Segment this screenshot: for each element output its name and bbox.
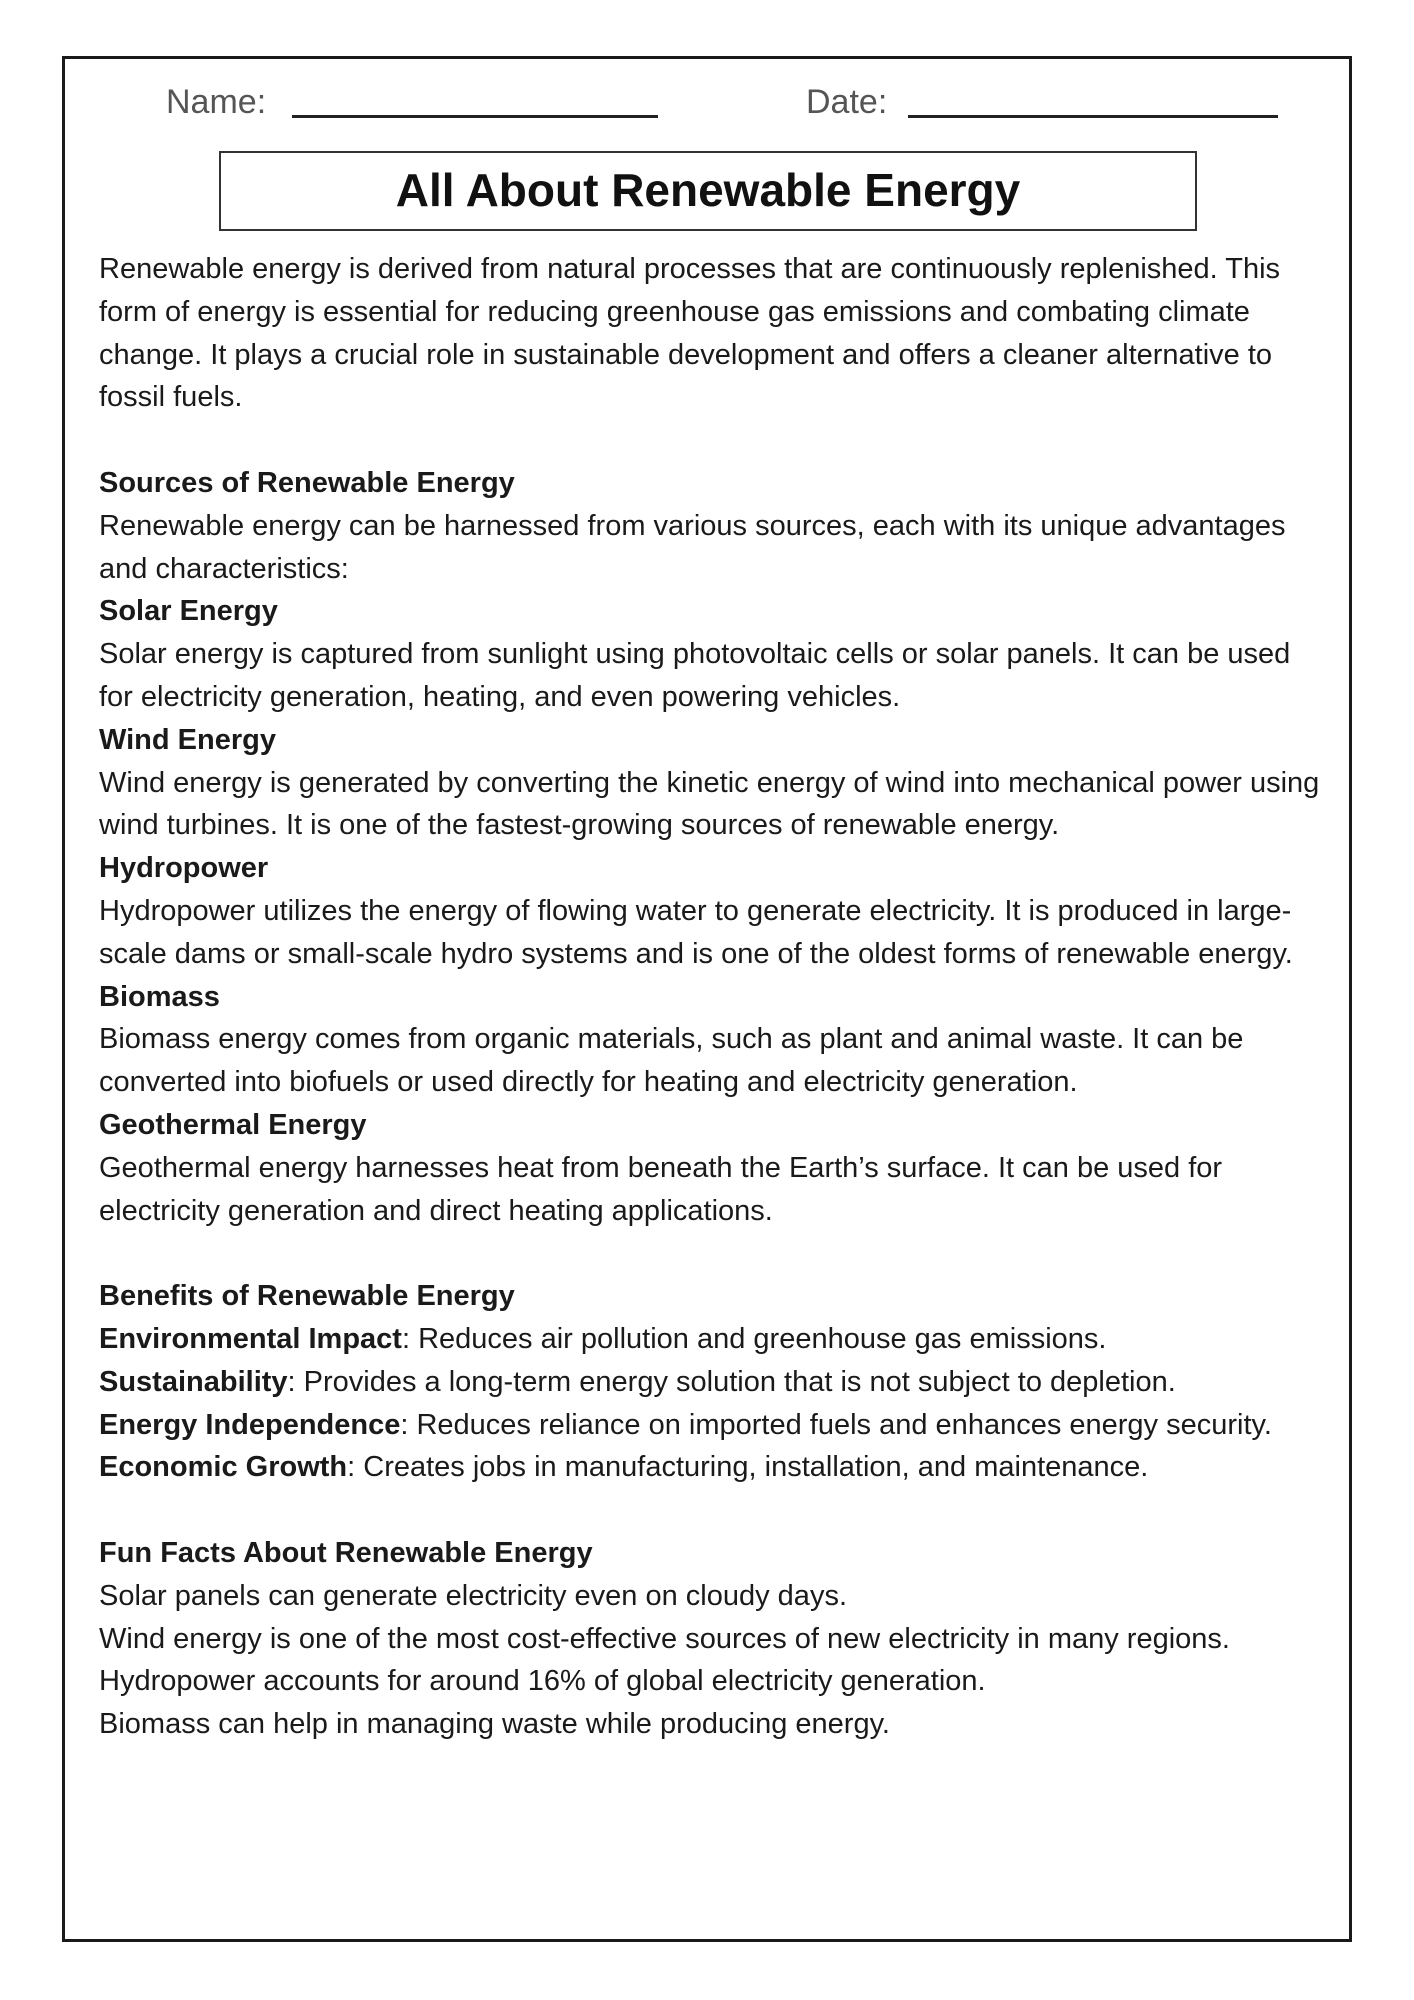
benefit-text: : Provides a long-term energy solution that is not subject to depletion.	[287, 1365, 1176, 1398]
benefit-text: : Creates jobs in manufacturing, installation, and maintenance.	[347, 1451, 1149, 1484]
spacer	[99, 419, 1329, 462]
fun-fact-item: Hydropower accounts for around 16% of global electricity generation.	[99, 1665, 986, 1698]
name-label: Name:	[166, 83, 267, 121]
benefit-item	[99, 1318, 1329, 1361]
wind-heading: Wind Energy	[99, 723, 276, 756]
name-blank-line[interactable]	[292, 115, 658, 118]
benefit-text: : Reduces air pollution and greenhouse gas emissions.	[401, 1322, 1107, 1355]
intro-paragraph: Renewable energy is derived from natural processes that are continuously replenished. This form of energy is essential for reducing greenhouse gas emissions and combating climate change. It plays a crucial role in sustainable development and offers a cleaner alternative to fossil fuels.	[99, 253, 1281, 414]
benefit-term: Energy Independence	[99, 1408, 401, 1441]
date-label: Date:	[806, 83, 888, 121]
benefits-heading: Benefits of Renewable Energy	[99, 1280, 515, 1313]
geothermal-heading: Geothermal Energy	[99, 1108, 367, 1141]
worksheet-title: All About Renewable Energy	[219, 151, 1197, 231]
benefit-item	[99, 1404, 1329, 1447]
biomass-text: Biomass energy comes from organic materials, such as plant and animal waste. It can be converted into biofuels or used directly for heating and electricity generation.	[99, 1023, 1244, 1099]
hydropower-heading: Hydropower	[99, 852, 269, 885]
benefit-term: Environmental Impact	[99, 1322, 402, 1355]
wind-text: Wind energy is generated by converting the kinetic energy of wind into mechanical power using wind turbines. It is one of the fastest-growing sources of renewable energy.	[99, 766, 1320, 842]
worksheet-body	[99, 248, 1329, 1746]
spacer	[99, 1232, 1329, 1275]
benefit-item	[99, 1361, 1329, 1404]
sources-heading: Sources of Renewable Energy	[99, 466, 515, 499]
sources-intro: Renewable energy can be harnessed from various sources, each with its unique advantages and characteristics:	[99, 509, 1286, 585]
solar-heading: Solar Energy	[99, 595, 278, 628]
biomass-heading: Biomass	[99, 980, 220, 1013]
fun-fact-item: Solar panels can generate electricity even on cloudy days.	[99, 1579, 847, 1612]
benefit-term: Sustainability	[99, 1365, 288, 1398]
solar-text: Solar energy is captured from sunlight using photovoltaic cells or solar panels. It can be used for electricity generation, heating, and even powering vehicles.	[99, 638, 1291, 713]
benefit-text: : Reduces reliance on imported fuels and enhances energy security.	[400, 1408, 1272, 1441]
spacer	[99, 1489, 1329, 1532]
fun-fact-item: Wind energy is one of the most cost-effective sources of new electricity in many regions.	[99, 1622, 1230, 1655]
geothermal-text: Geothermal energy harnesses heat from beneath the Earth’s surface. It can be used for electricity generation and direct heating applications.	[99, 1151, 1223, 1227]
benefit-term: Economic Growth	[99, 1451, 348, 1484]
date-blank-line[interactable]	[908, 115, 1278, 118]
name-date-row	[0, 80, 1414, 130]
hydropower-text: Hydropower utilizes the energy of flowing water to generate electricity. It is produced in large-scale dams or small-scale hydro systems and is one of the oldest forms of renewable energy.	[99, 894, 1293, 970]
benefit-item	[99, 1446, 1329, 1489]
fun-facts-heading: Fun Facts About Renewable Energy	[99, 1536, 593, 1569]
fun-fact-item: Biomass can help in managing waste while producing energy.	[99, 1708, 890, 1741]
